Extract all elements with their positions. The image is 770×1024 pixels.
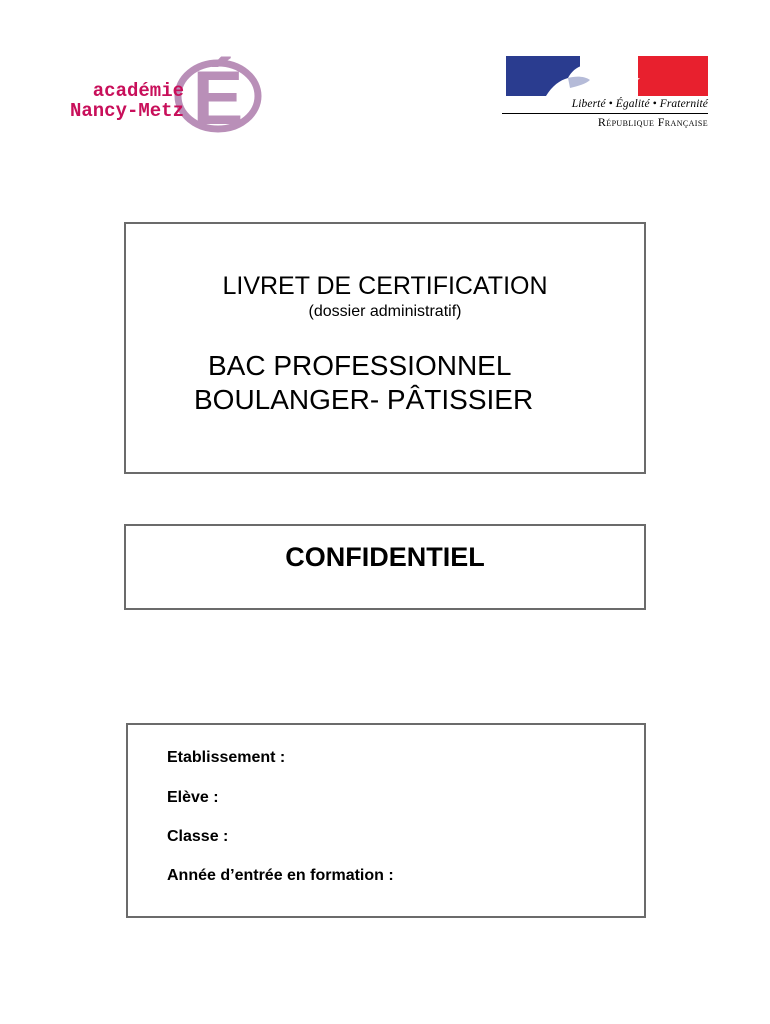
diploma-name-line1: BAC PROFESSIONNEL	[208, 350, 512, 381]
diploma-name-line2: BOULANGER- PÂTISSIER	[194, 384, 534, 415]
republic-name: République Française	[597, 115, 708, 129]
certification-title: LIVRET DE CERTIFICATION	[222, 272, 548, 300]
confidential-label: CONFIDENTIEL	[285, 542, 485, 572]
student-label: Elève :	[167, 789, 219, 806]
class-label: Classe :	[167, 828, 229, 845]
academie-line1: académie	[92, 80, 184, 102]
training-entry-year-label: Année d’entrée en formation :	[167, 867, 394, 884]
republique-francaise-logo	[502, 54, 708, 130]
tricolor-flag-marianne	[506, 56, 708, 96]
title-box	[124, 222, 646, 474]
academie-line2: Nancy-Metz	[69, 100, 184, 122]
motto-divider	[502, 113, 708, 114]
student-info-box	[126, 723, 646, 918]
republic-motto: Liberté • Égalité • Fraternité	[571, 98, 708, 110]
certification-subtitle: (dossier administratif)	[308, 303, 462, 320]
academie-emblem-letter: É	[192, 56, 244, 136]
confidential-box	[124, 524, 646, 610]
establishment-label: Etablissement :	[167, 749, 286, 766]
academie-nancy-metz-logo	[66, 52, 266, 136]
academie-logo-graphic	[66, 52, 266, 136]
